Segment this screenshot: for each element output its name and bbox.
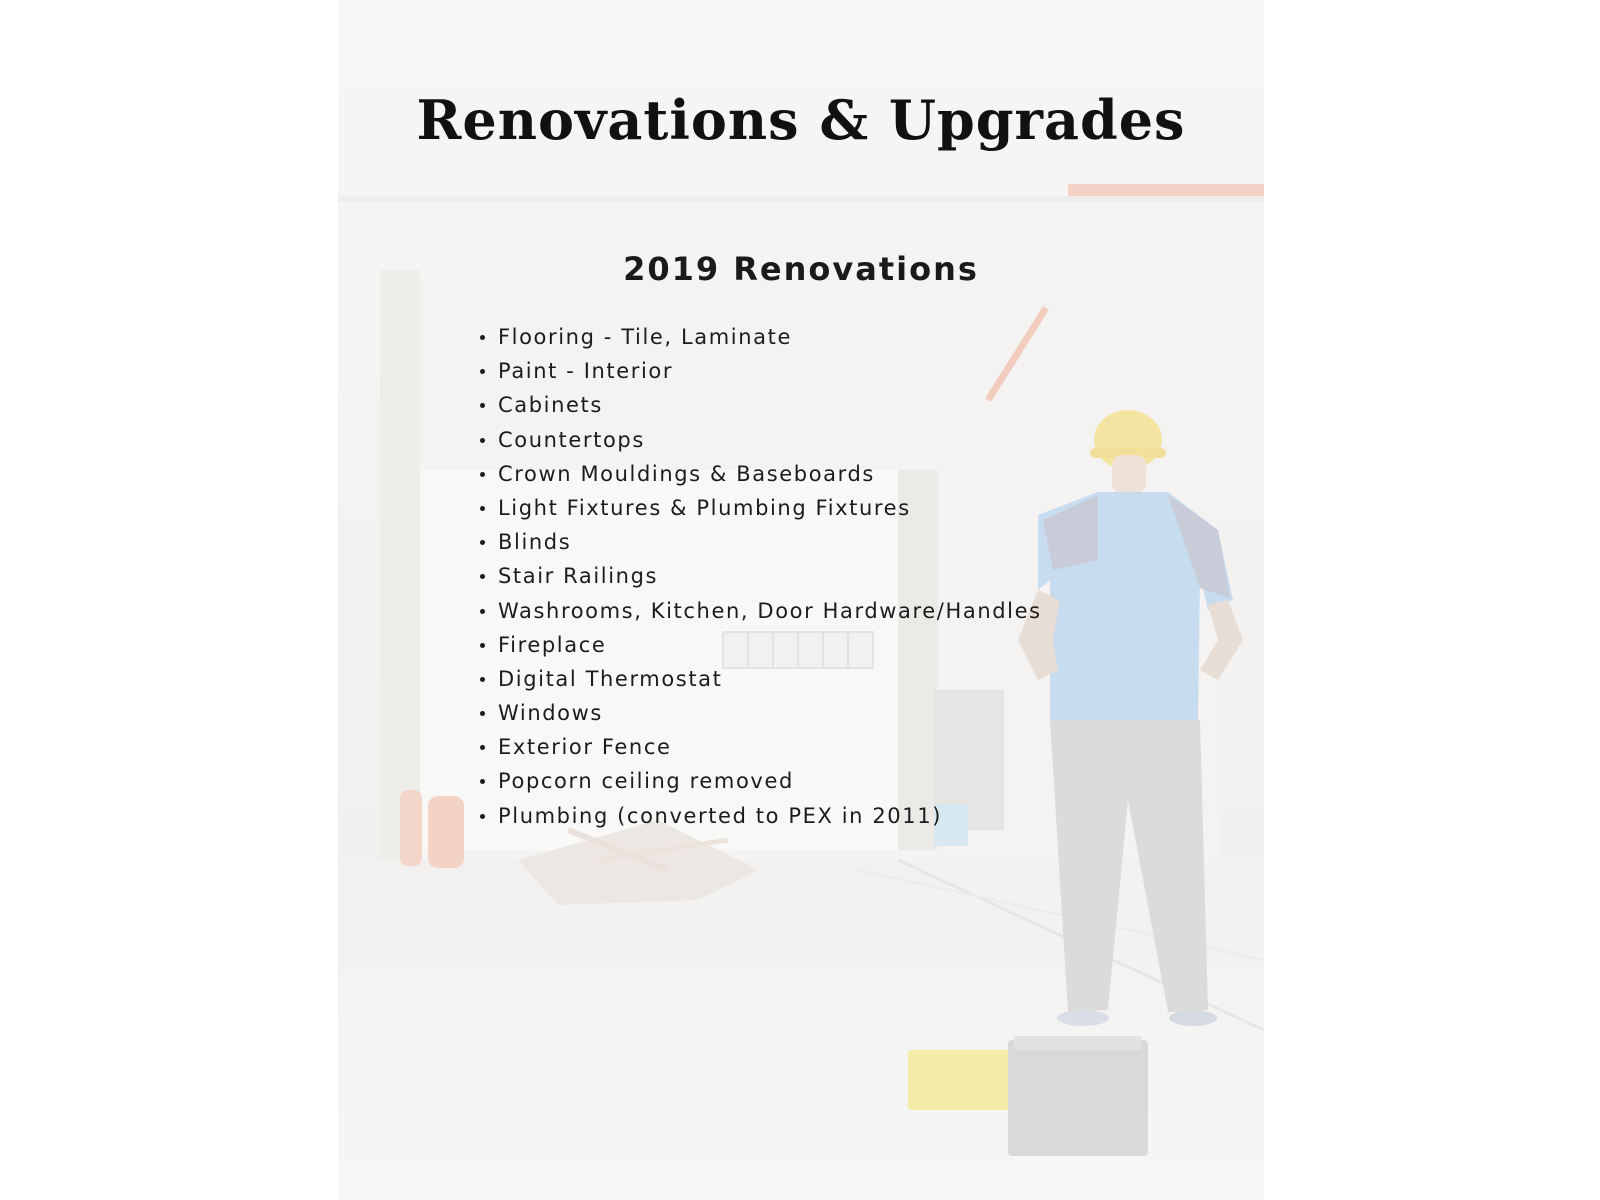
renovations-list [478,320,1042,833]
list-item: Stair Railings [478,559,1042,593]
list-item: Exterior Fence [478,730,1042,764]
list-item: Countertops [478,423,1042,457]
list-item: Blinds [478,525,1042,559]
list-item: Windows [478,696,1042,730]
list-item: Paint - Interior [478,354,1042,388]
list-item: Fireplace [478,628,1042,662]
list-item: Popcorn ceiling removed [478,764,1042,798]
list-item: Cabinets [478,388,1042,422]
page-title: Renovations & Upgrades [416,88,1186,152]
list-item: Light Fixtures & Plumbing Fixtures [478,491,1042,525]
document-page [338,0,1264,1200]
list-item: Plumbing (converted to PEX in 2011) [478,799,1042,833]
list-item: Crown Mouldings & Baseboards [478,457,1042,491]
list-item: Washrooms, Kitchen, Door Hardware/Handles [478,594,1042,628]
list-item: Digital Thermostat [478,662,1042,696]
section-heading: 2019 Renovations [623,250,979,288]
document-content [338,0,1264,1200]
list-item: Flooring - Tile, Laminate [478,320,1042,354]
